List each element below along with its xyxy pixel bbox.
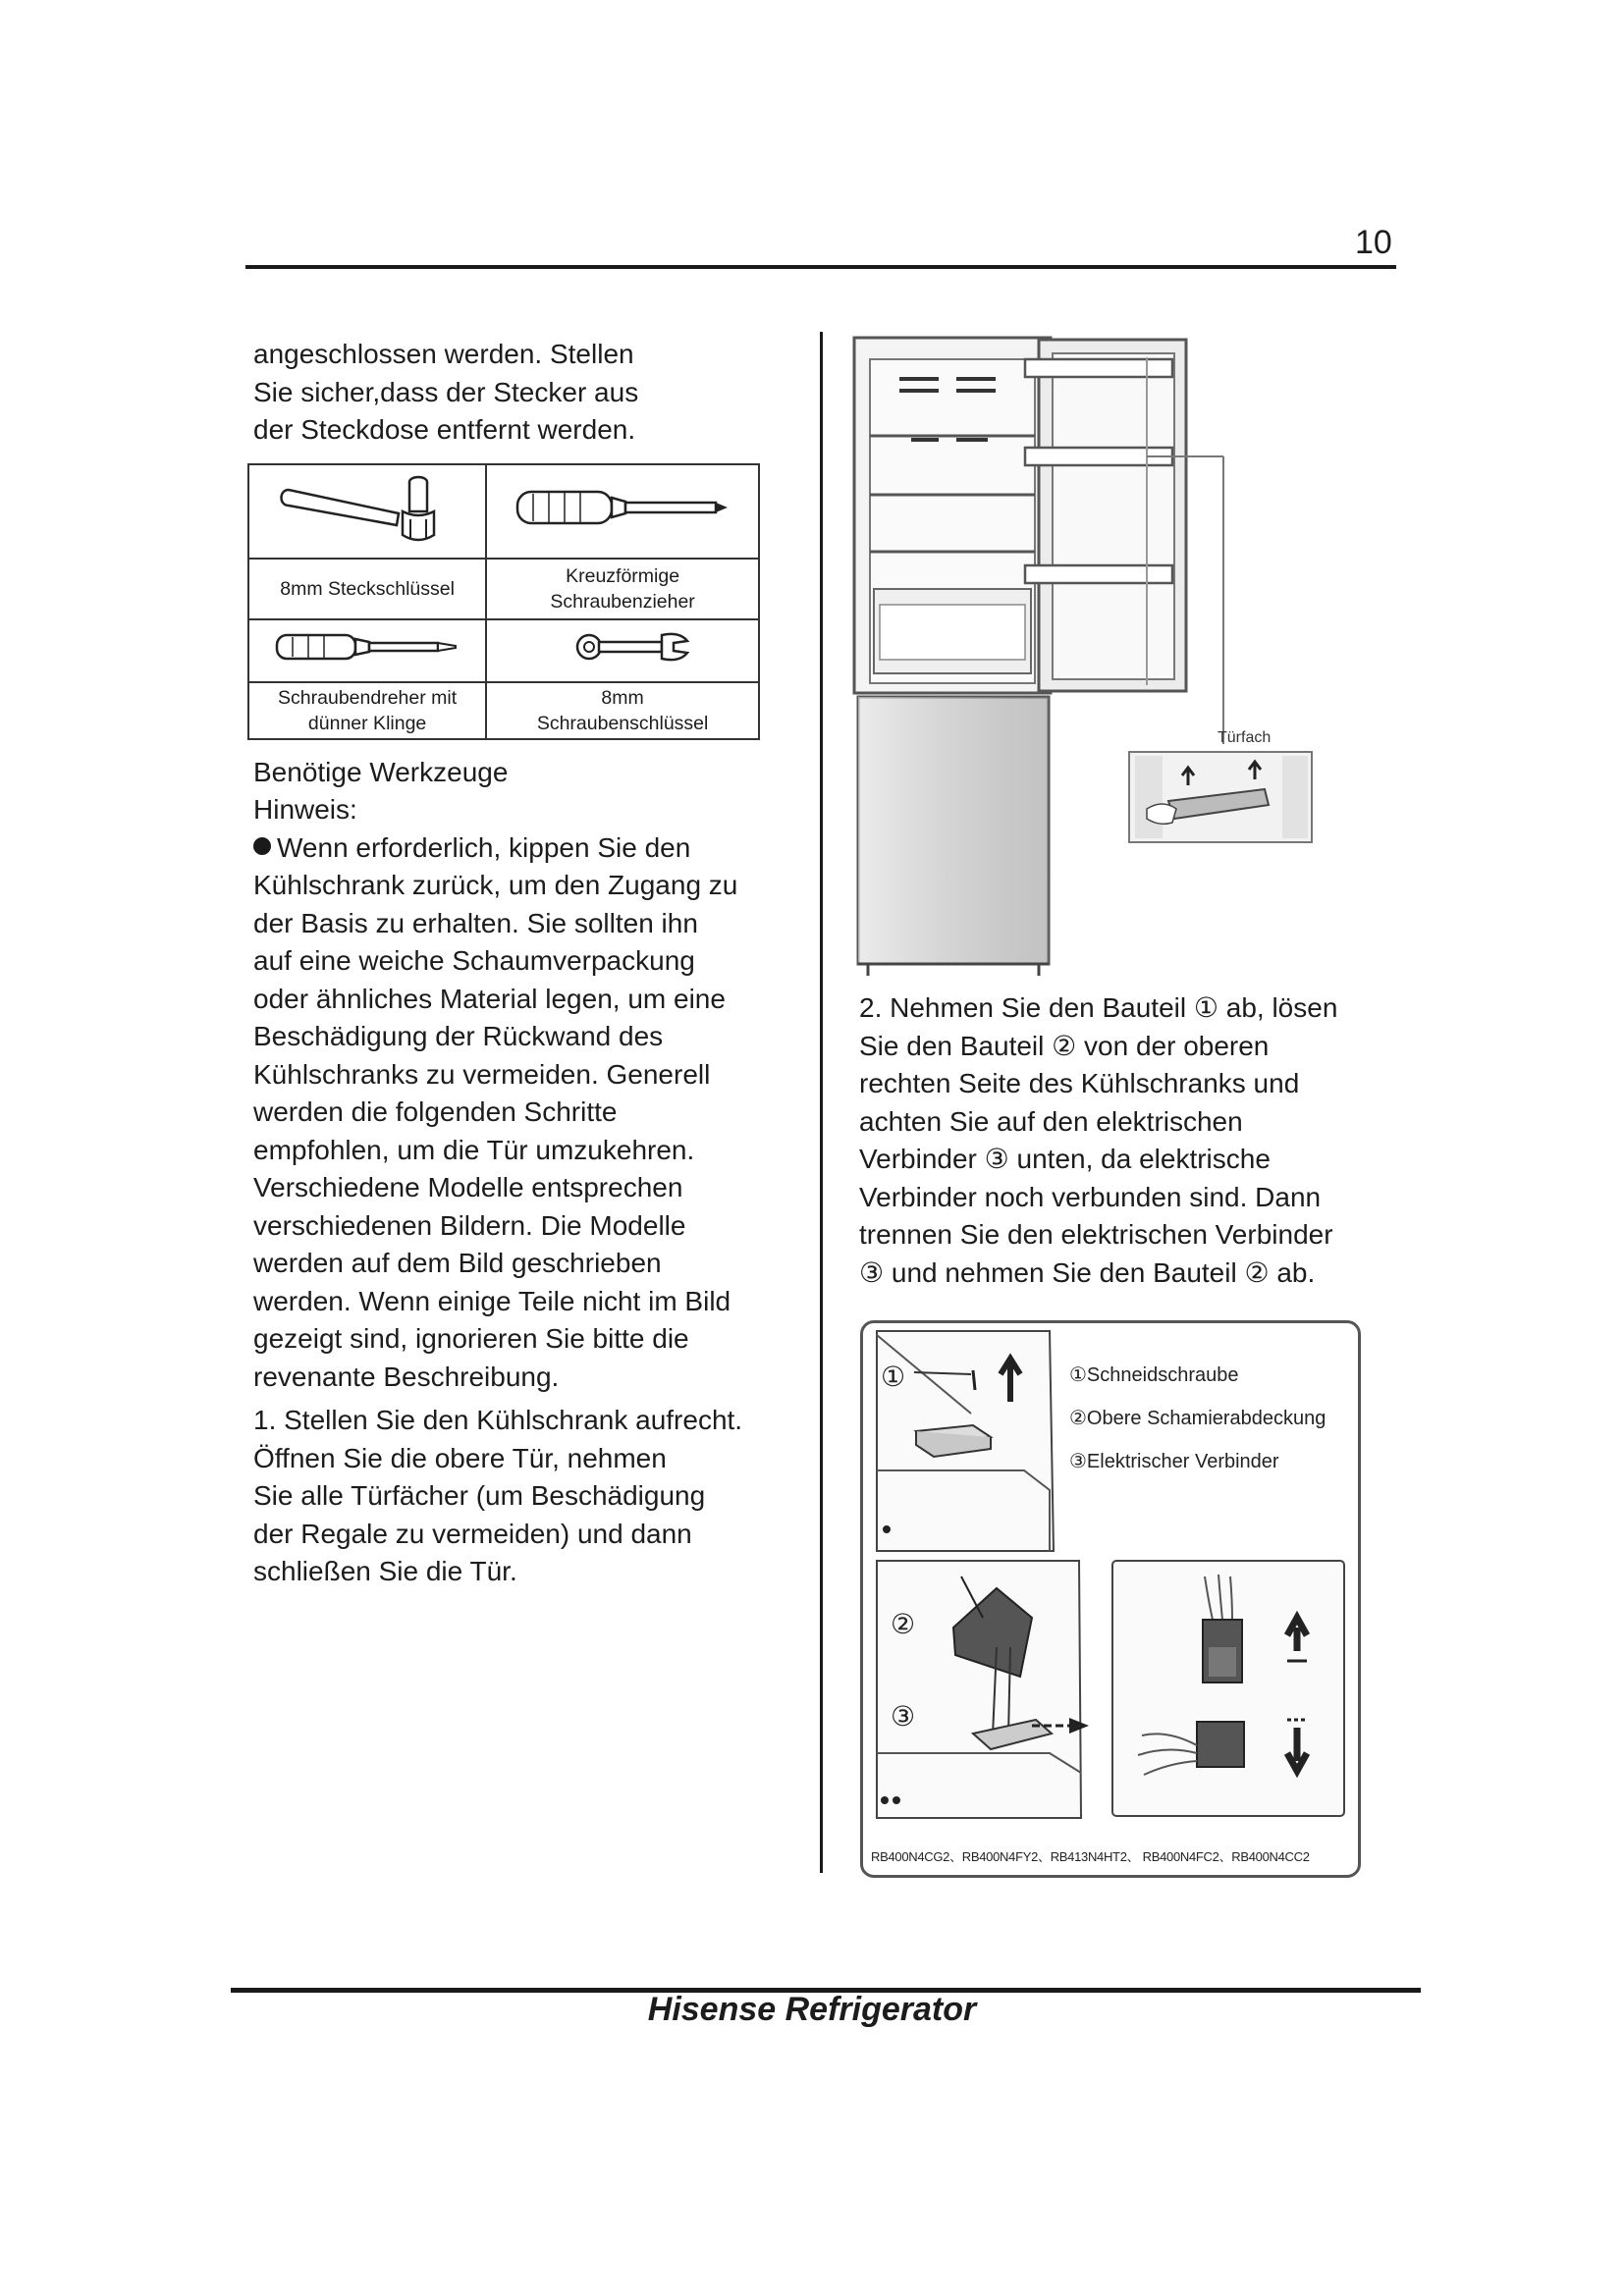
legend-item-electrical-connector: ③Elektrischer Verbinder bbox=[1069, 1451, 1279, 1472]
note-line: werden auf dem Bild geschrieben bbox=[253, 1248, 662, 1278]
step1-line: 1. Stellen Sie den Kühlschrank aufrecht. bbox=[253, 1405, 743, 1435]
intro-line: der Steckdose entfernt werden. bbox=[253, 414, 636, 445]
note-line: werden die folgenden Schritte bbox=[253, 1096, 618, 1127]
step1-line: Öffnen Sie die obere Tür, nehmen bbox=[253, 1442, 667, 1473]
socket-wrench-icon bbox=[269, 468, 465, 547]
thin-screwdriver-label-line2: dünner Klinge bbox=[307, 712, 427, 734]
socket-wrench-label: 8mm Steckschlüssel bbox=[248, 559, 486, 619]
step2-line: Verbinder ③ unten, da elektrische bbox=[859, 1144, 1271, 1174]
hinge-detail-illustration bbox=[863, 1323, 1358, 1834]
note-heading: Hinweis: bbox=[253, 794, 357, 825]
open-wrench-label-line1: 8mm bbox=[601, 686, 644, 709]
note-line: empfohlen, um die Tür umzukehren. bbox=[253, 1134, 695, 1165]
step1-line: der Regale zu vermeiden) und dann bbox=[253, 1518, 692, 1549]
tools-table bbox=[247, 463, 760, 740]
step2-line: ③ und nehmen Sie den Bauteil ② ab. bbox=[859, 1256, 1316, 1288]
note-line: Beschädigung der Rückwand des bbox=[253, 1021, 664, 1051]
phillips-label-line2: Schraubenzieher bbox=[550, 590, 695, 613]
note-line: Kühlschrank zurück, um den Zugang zu bbox=[253, 870, 738, 900]
step2-text bbox=[859, 989, 1389, 1292]
note-line: verschiedenen Bildern. Die Modelle bbox=[253, 1209, 686, 1241]
open-wrench-cell bbox=[486, 619, 759, 682]
step2-line: achten Sie auf den elektrischen bbox=[859, 1105, 1243, 1137]
note-line: auf eine weiche Schaumverpackung bbox=[253, 945, 695, 976]
note-line: oder ähnliches Material legen, um eine bbox=[253, 983, 726, 1014]
left-column bbox=[253, 336, 784, 1591]
header-rule bbox=[245, 265, 1396, 269]
legend-item-upper-hinge-cover: ②Obere Schamierabdeckung bbox=[1069, 1408, 1326, 1429]
legend-item-cutting-screw: ①Schneidschraube bbox=[1069, 1364, 1239, 1386]
open-wrench-label-line2: Schraubenschlüssel bbox=[536, 712, 709, 734]
bullet-icon bbox=[253, 837, 271, 855]
note-line: gezeigt sind, ignorieren Sie bitte die bbox=[253, 1323, 689, 1354]
thin-screwdriver-label bbox=[248, 682, 486, 739]
column-divider bbox=[820, 332, 823, 1873]
socket-wrench-cell bbox=[248, 464, 486, 559]
note-line: Verschiedene Modelle entsprechen bbox=[253, 1172, 683, 1202]
phillips-label-line1: Kreuzförmige bbox=[566, 564, 680, 587]
note-line: Kühlschranks zu vermeiden. Generell bbox=[253, 1058, 711, 1090]
model-numbers: RB400N4CG2、RB400N4FY2、RB413N4HT2、 RB400N4FC2、RB400N4CC2 bbox=[871, 1849, 1310, 1864]
door-shelf-label: Türfach bbox=[1218, 729, 1272, 746]
callout-1: ① bbox=[881, 1362, 906, 1392]
note-line: der Basis zu erhalten. Sie sollten ihn bbox=[253, 907, 698, 938]
callout-3: ③ bbox=[891, 1701, 916, 1732]
intro-line: angeschlossen werden. Stellen bbox=[253, 339, 634, 369]
page-number: 10 bbox=[1355, 224, 1392, 261]
phillips-screwdriver-label bbox=[486, 559, 759, 619]
tools-heading: Benötige Werkzeuge bbox=[253, 756, 509, 787]
step2-line: Sie den Bauteil ② von der oberen bbox=[859, 1030, 1270, 1061]
note-line: revenante Beschreibung. bbox=[253, 1361, 560, 1392]
note-line bbox=[253, 829, 784, 868]
callout-2: ② bbox=[891, 1609, 916, 1639]
intro-line: Sie sicher,dass der Stecker aus bbox=[253, 376, 639, 407]
step2-line: 2. Nehmen Sie den Bauteil ① ab, lösen bbox=[859, 992, 1338, 1023]
note-line-text: Wenn erforderlich, kippen Sie den bbox=[277, 831, 691, 863]
step2-line: rechten Seite des Kühlschranks und bbox=[859, 1068, 1300, 1098]
open-wrench-label bbox=[486, 682, 759, 739]
step2-line: trennen Sie den elektrischen Verbinder bbox=[859, 1219, 1333, 1250]
thin-screwdriver-icon bbox=[269, 627, 465, 667]
thin-screwdriver-cell bbox=[248, 619, 486, 682]
phillips-screwdriver-cell bbox=[486, 464, 759, 559]
note-line: werden. Wenn einige Teile nicht im Bild bbox=[253, 1285, 731, 1316]
open-wrench-icon bbox=[524, 627, 721, 667]
phillips-screwdriver-icon bbox=[510, 478, 735, 537]
step1-line: schließen Sie die Tür. bbox=[253, 1556, 517, 1586]
fridge-illustration bbox=[852, 332, 1363, 980]
thin-screwdriver-label-line1: Schraubendreher mit bbox=[278, 686, 458, 709]
footer-brand-title: Hisense Refrigerator bbox=[647, 1991, 977, 2028]
step1-line: Sie alle Türfächer (um Beschädigung bbox=[253, 1480, 706, 1511]
hinge-detail-box bbox=[860, 1320, 1361, 1878]
step2-line: Verbinder noch verbunden sind. Dann bbox=[859, 1181, 1322, 1212]
